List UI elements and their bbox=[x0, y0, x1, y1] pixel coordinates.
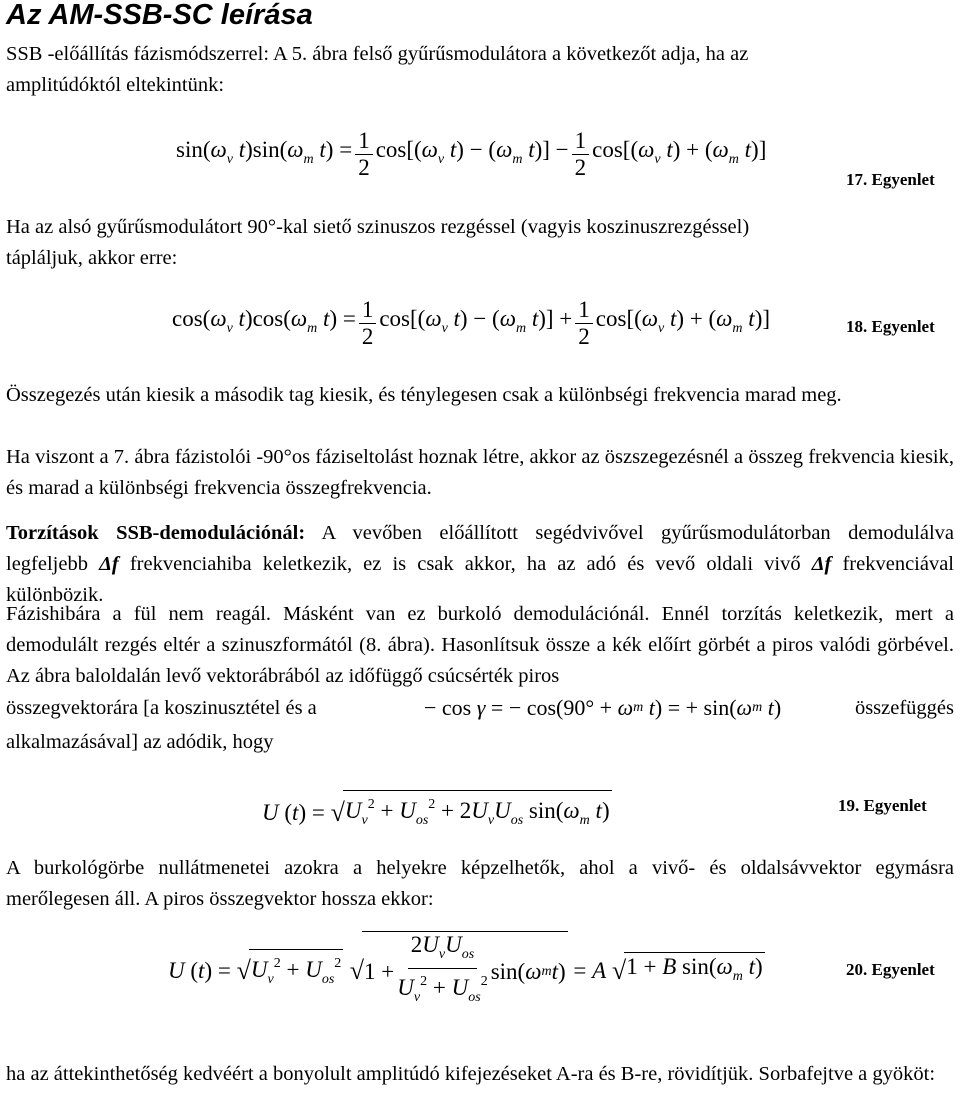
paragraph-line: tápláljuk, akkor erre: bbox=[6, 247, 178, 269]
paragraph-text: Ha viszont a 7. ábra fázistolói -90°os fáziseltolást hoznak létre, akkor az öszszegezésnél a összeg frekvencia kiesik, és marad a különbségi frekvencia összegfrekvencia. bbox=[6, 446, 954, 499]
delta-f-symbol: Δf bbox=[99, 553, 119, 575]
equation-20: U (t) = √ $U_v^2 + U_{os}^2$ √ 1 + $\frac{2U_vU_{os}}{U_v^2 + U_{os}^2}$ sin( ω m t ) = A √ 1 + B $\sin(\omega_m$ t) bbox=[168, 931, 765, 1011]
paragraph-line: alkalmazásával] az adódik, hogy bbox=[6, 731, 274, 753]
paragraph-text: összefüggés bbox=[854, 697, 954, 719]
paragraph-abbreviation bbox=[6, 1059, 954, 1090]
equation-18: $\cos(\omega_v$ $t)\cos(\omega_m$ t) = $\frac{1}{2}$ $\cos[(\omega_v$ $t) - (\omega_m$ t)] + $\frac{1}{2}$ $\cos[(\omega_v$ $t) + (\omega_m$ t)] bbox=[172, 297, 771, 349]
paragraph-text: A burkológörbe nullátmenetei azokra a helyekre képzelhetők, ahol a vivő- és oldalsávvektor egymásra merőlegesen áll. A piros összegvektor hossza ekkor: bbox=[6, 857, 954, 910]
paragraph-text: összegvektorára [a koszinusztétel és a bbox=[6, 697, 317, 719]
paragraph-line: amplitúdóktól eltekintünk: bbox=[6, 74, 225, 96]
paragraph-summation bbox=[6, 380, 954, 411]
paragraph-cos-line bbox=[6, 691, 954, 725]
equation-label: 18. Egyenlet bbox=[846, 317, 935, 336]
paragraph-text: Összegezés után kiesik a második tag kiesik, és ténylegesen csak a különbségi frekvencia marad meg. bbox=[6, 384, 842, 406]
paragraph-text: ha az áttekinthetőség kedvéért a bonyolult amplitúdó kifejezéseket A-ra és B-re, rövidítjük. Sorbafejtve a gyököt: bbox=[6, 1063, 936, 1085]
page-title: Az AM-SSB-SC leírása bbox=[6, 0, 313, 31]
equation-label: 20. Egyenlet bbox=[846, 960, 935, 979]
paragraph-distortions bbox=[6, 518, 954, 611]
inline-equation-cos: − cos γ = − cos(90° + ω m t ) = + sin( ω m t ) bbox=[424, 695, 782, 720]
paragraph-lower-modulator bbox=[6, 212, 954, 274]
equation-17: $\sin(\omega_v$ $t)\sin(\omega_m$ t) = $\frac{1}{2}$ $\cos[(\omega_v$ $t) - (\omega_m$ t)] − $\frac{1}{2}$ $\cos[(\omega_v$ $t) + (\omega_m$ t)] bbox=[176, 128, 767, 180]
equation-label: 17. Egyenlet bbox=[846, 170, 935, 189]
paragraph-text: frekvenciával különbözik. bbox=[6, 553, 955, 606]
paragraph-ssb-intro bbox=[6, 39, 954, 101]
paragraph-text: Fázishibára a fül nem reagál. Másként van ez burkoló demodulációnál. Ennél torzítás keletkezik, mert a demodulált rezgés eltér a szinuszformától (8. ábra). Hasonlítsuk össze a kék előírt görbét a piros valódi görbével. Az ábra baloldalán levő vektorábrából az időfüggő csúcsérték piros bbox=[6, 603, 954, 687]
paragraph-line: Ha az alsó gyűrűsmodulátort 90°-kal siető szinuszos rezgéssel (vagyis koszinuszrezgéssel) bbox=[6, 216, 750, 238]
equation-label: 19. Egyenlet bbox=[838, 796, 927, 815]
paragraph-text: A vevőben előállított segédvivővel gyűrűsmodulátorban demodulálva legfeljebb bbox=[6, 522, 954, 575]
delta-f-symbol: Δf bbox=[811, 553, 832, 575]
equation-19: U (t) = √ $U_v^2 + U_{os}^2 + 2U_vU_{os}$ $\sin(\omega_m$ t) bbox=[262, 790, 612, 835]
paragraph-phase-error bbox=[6, 599, 954, 692]
paragraph-envelope bbox=[6, 853, 954, 915]
paragraph-text: frekvenciahiba keletkezik, ez is csak akkor, ha az adó és vevő oldali vivő bbox=[118, 553, 812, 575]
paragraph-phase-shifters bbox=[6, 442, 954, 504]
paragraph-line: SSB -előállítás fázismódszerrel: A 5. ábra felső gyűrűsmodulátora a következőt adja, ha az bbox=[6, 43, 749, 65]
section-heading: Torzítások SSB-demodulációnál: bbox=[6, 522, 306, 544]
